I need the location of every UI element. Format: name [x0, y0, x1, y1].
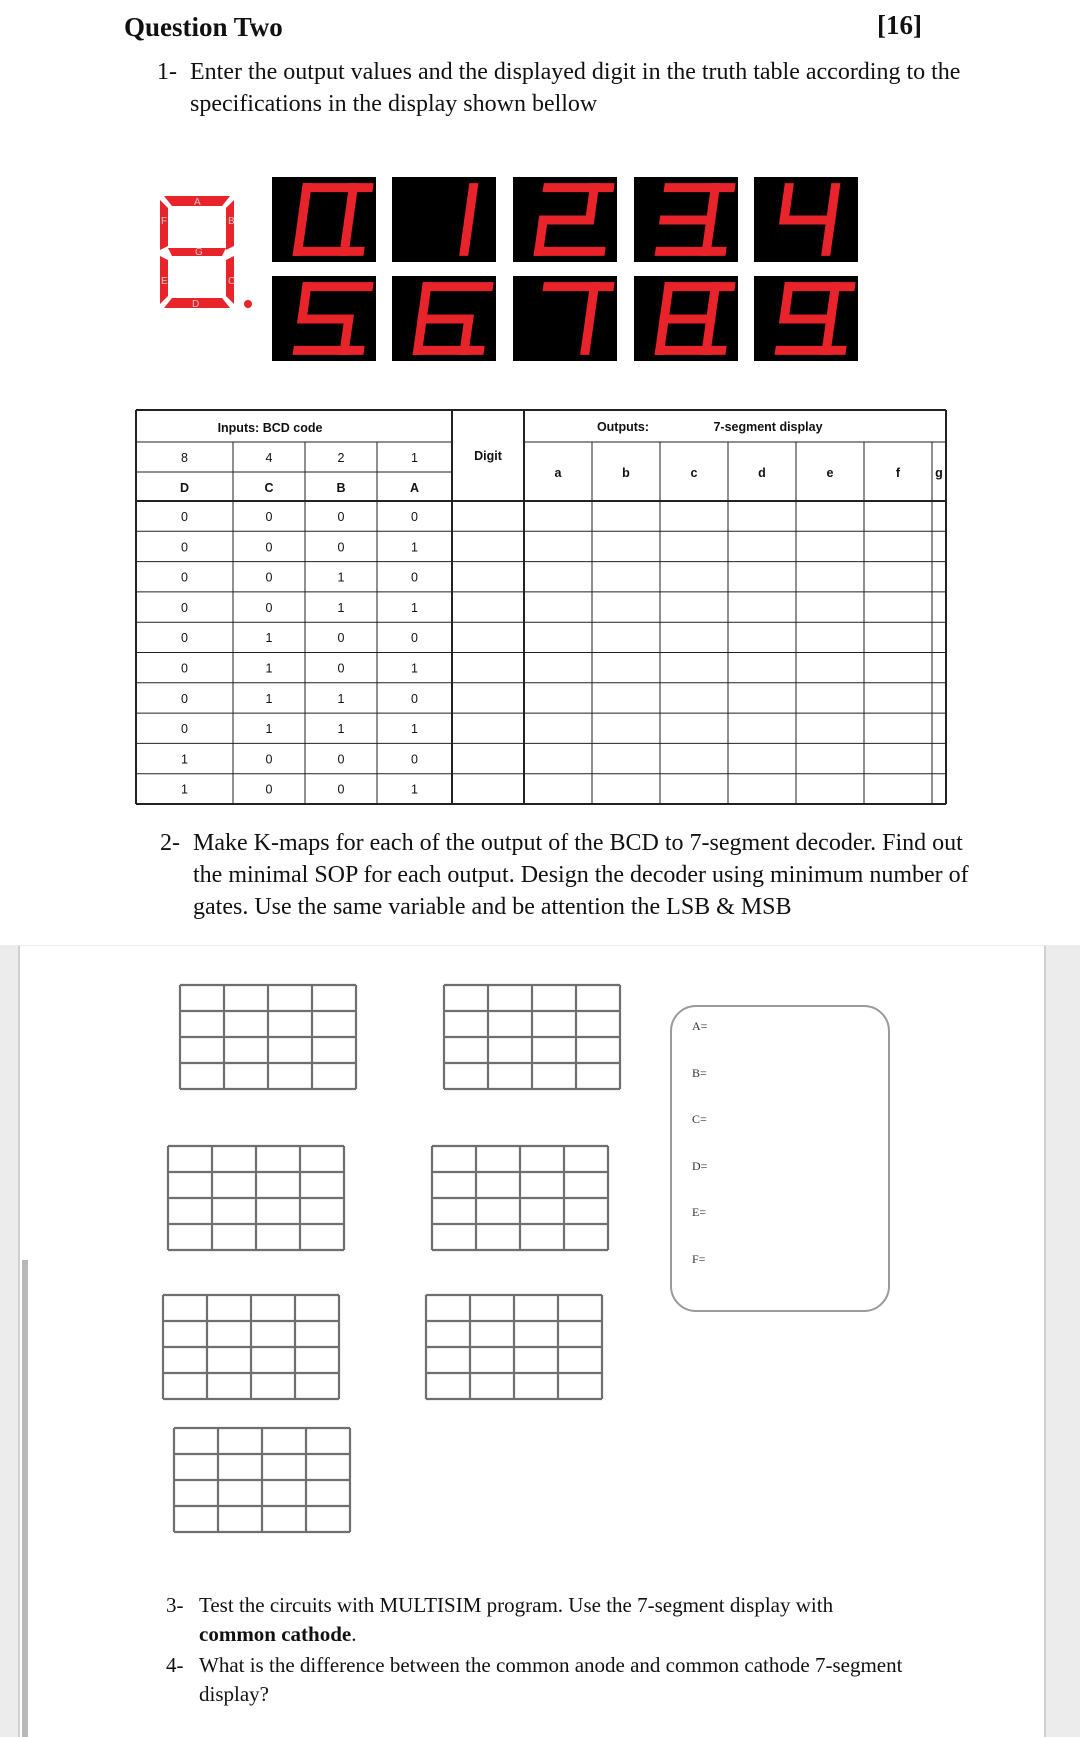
row-8-col-A: 0	[411, 752, 418, 767]
equation-f: F=	[692, 1252, 706, 1266]
kmap-grid-4	[430, 1144, 610, 1252]
equation-c: C=	[692, 1112, 707, 1126]
row-0-col-D: 0	[181, 510, 188, 524]
digit-8-segment-g	[659, 314, 716, 323]
row-2-col-A: 0	[411, 570, 418, 585]
question-3	[166, 1591, 966, 1649]
segment-label-e: E	[161, 276, 168, 287]
row-4-col-B: 0	[337, 631, 345, 646]
weight-1: 1	[411, 451, 418, 465]
row-1-col-B: 0	[337, 540, 345, 555]
input-letter-B: B	[336, 481, 346, 495]
digit-6-segment-a	[422, 282, 494, 291]
row-5-col-A: 1	[411, 661, 418, 676]
question-3-tail: .	[351, 1622, 357, 1646]
output-letter-c: c	[690, 466, 698, 480]
row-1-col-D: 0	[181, 540, 188, 555]
question-1	[157, 56, 977, 120]
question-2	[160, 827, 980, 923]
equation-e: E=	[692, 1205, 707, 1219]
digit-9-segment-a	[784, 282, 856, 291]
row-5-col-B: 0	[337, 661, 345, 676]
question-1-number: 1-	[157, 59, 177, 85]
row-2-col-C: 0	[265, 570, 273, 585]
digit-0-segment-a	[302, 183, 374, 192]
row-8-col-C: 0	[265, 752, 273, 767]
output-letter-a: a	[554, 466, 562, 480]
digit-display-3	[634, 177, 738, 262]
decimal-point	[244, 300, 252, 308]
row-9-col-D: 1	[181, 782, 188, 797]
kmap-grid-6	[424, 1293, 604, 1401]
output-letter-g: g	[935, 466, 943, 480]
row-4-col-D: 0	[181, 631, 188, 646]
output-letter-d: d	[758, 466, 766, 480]
question-2-number: 2-	[160, 830, 180, 856]
weight-4: 4	[265, 451, 273, 465]
digit-0-segment-d	[293, 247, 365, 256]
digit-3-segment-d	[655, 247, 727, 256]
row-7-col-D: 0	[181, 722, 188, 737]
row-6-col-D: 0	[181, 691, 188, 706]
row-6-col-C: 1	[265, 691, 273, 706]
page-edge-shadow	[22, 1260, 28, 1737]
row-2-col-D: 0	[181, 570, 188, 585]
row-5-col-C: 1	[265, 661, 273, 676]
equation-box	[670, 1005, 890, 1312]
equation-d: D=	[692, 1159, 708, 1173]
digit-2-segment-d	[534, 247, 606, 256]
question-3-text: Test the circuits with MULTISIM program. Use the 7-segment display with	[199, 1593, 834, 1617]
digit-display-4	[754, 177, 858, 262]
row-9-col-C: 0	[265, 782, 273, 797]
row-8-col-B: 0	[337, 752, 345, 767]
row-2-col-B: 1	[337, 570, 345, 585]
digit-header: Digit	[474, 449, 502, 463]
row-0-col-C: 0	[265, 510, 273, 524]
equation-a: A=	[692, 1019, 708, 1033]
row-3-col-C: 0	[265, 600, 273, 615]
row-3-col-D: 0	[181, 600, 188, 615]
kmap-grid-5	[161, 1293, 341, 1401]
digit-6-segment-d	[413, 346, 485, 355]
output-letter-b: b	[622, 466, 630, 480]
row-8-col-D: 1	[181, 752, 188, 767]
row-3-col-A: 1	[411, 600, 418, 615]
output-letter-e: e	[826, 466, 834, 480]
row-7-col-C: 1	[265, 722, 273, 737]
digit-9-segment-g	[779, 314, 836, 323]
digit-1-segment-b	[464, 183, 479, 221]
digit-8-segment-a	[664, 282, 736, 291]
equation-b: B=	[692, 1066, 707, 1080]
digit-5-segment-a	[302, 282, 374, 291]
input-letter-C: C	[264, 481, 274, 495]
question-1-text: Enter the output values and the displayed digit in the truth table according to the specifications in the display shown bellow	[190, 59, 961, 117]
digit-display-7	[513, 276, 617, 361]
segment-label-b: B	[228, 216, 235, 227]
digit-1-segment-c	[459, 217, 474, 255]
question-2-text: Make K-maps for each of the output of the BCD to 7-segment decoder. Find out the minimal SOP for each output. Design the decoder using minimum number of gates. Use the same variable and be attention the LSB & MSB	[193, 830, 969, 920]
weight-2: 2	[337, 451, 345, 465]
row-3-col-B: 1	[337, 600, 345, 615]
output-letter-f: f	[895, 466, 901, 480]
segment-label-d: D	[192, 299, 200, 310]
row-4-col-A: 0	[411, 631, 418, 646]
row-9-col-B: 0	[337, 782, 345, 797]
display-title: 7-segment display	[713, 420, 823, 434]
digit-display-2	[513, 177, 617, 262]
digit-9-segment-d	[775, 346, 847, 355]
question-marks: [16]	[877, 10, 922, 40]
digit-7-segment-c	[580, 316, 595, 354]
digit-7-segment-a	[543, 282, 615, 291]
truth-table	[130, 406, 950, 808]
digit-display-6	[392, 276, 496, 361]
segment-label-f: F	[161, 216, 168, 227]
digit-display-9	[754, 276, 858, 361]
segment-label-g: G	[195, 247, 203, 258]
segment-label-a: A	[194, 197, 201, 208]
inputs-title: Inputs: BCD code	[217, 421, 323, 435]
question-3-bold: common cathode	[199, 1622, 352, 1646]
row-0-col-B: 0	[337, 510, 345, 524]
digit-display-8	[634, 276, 738, 361]
row-5-col-D: 0	[181, 661, 188, 676]
input-letter-A: A	[409, 481, 420, 495]
digit-5-segment-g	[297, 314, 354, 323]
question-3-number: 3-	[166, 1593, 184, 1617]
outputs-title: Outputs:	[596, 420, 650, 434]
digit-display-5	[272, 276, 376, 361]
row-4-col-C: 1	[265, 631, 273, 646]
digit-4-segment-g	[779, 215, 836, 224]
digit-2-segment-g	[538, 215, 595, 224]
row-1-col-C: 0	[265, 540, 273, 555]
row-1-col-A: 1	[411, 540, 418, 555]
digit-display-1	[392, 177, 496, 262]
segment-diagram	[148, 190, 258, 320]
digit-8-segment-d	[655, 346, 727, 355]
input-letter-D: D	[179, 481, 190, 495]
kmap-grid-3	[166, 1144, 346, 1252]
digit-2-segment-a	[543, 183, 615, 192]
question-title: Question Two	[124, 12, 283, 42]
row-9-col-A: 1	[411, 782, 418, 797]
weight-8: 8	[181, 451, 188, 465]
row-7-col-B: 1	[337, 722, 345, 737]
row-6-col-A: 0	[411, 691, 418, 706]
row-6-col-B: 1	[337, 691, 345, 706]
segment-label-c: C	[228, 276, 236, 287]
kmap-grid-1	[178, 983, 358, 1091]
kmap-grid-7	[172, 1426, 352, 1534]
digit-6-segment-g	[417, 314, 474, 323]
question-4-text: What is the difference between the common anode and common cathode 7-segment display?	[199, 1653, 903, 1706]
row-0-col-A: 0	[411, 510, 418, 524]
row-7-col-A: 1	[411, 722, 418, 737]
kmap-grid-2	[442, 983, 622, 1091]
digit-0-segment-f	[297, 183, 312, 221]
digit-display-0	[272, 177, 376, 262]
digit-3-segment-g	[659, 215, 716, 224]
question-4-number: 4-	[166, 1653, 184, 1677]
digit-3-segment-a	[664, 183, 736, 192]
question-4	[166, 1651, 946, 1709]
digit-5-segment-d	[293, 346, 365, 355]
